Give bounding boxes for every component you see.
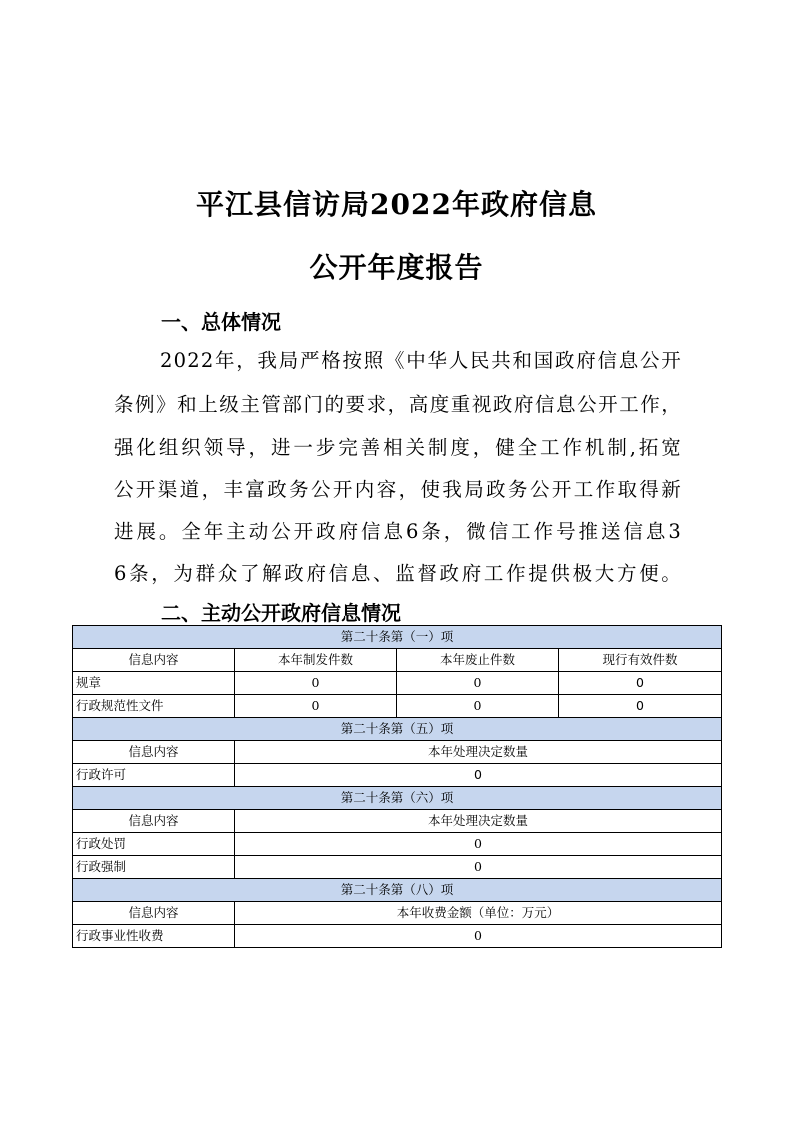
header-cell: 信息内容 [73,902,235,925]
paragraph-line: 公开渠道，丰富政务公开内容，使我局政务公开工作取得新 [114,478,682,501]
table-section-row [73,879,722,902]
value-cell: 0 [235,672,397,695]
paragraph-line: 6条，为群众了解政府信息、监督政府工作提供极大方便。 [114,562,682,585]
section-title-cell: 第二十条第（一）项 [73,626,722,649]
value-cell: 0 [235,764,722,787]
table-section-row [73,787,722,810]
report-title-line-1: 平江县信访局2022年政府信息 [196,188,597,221]
section-title-cell: 第二十条第（八）项 [73,879,722,902]
header-cell: 信息内容 [73,649,235,672]
table-row [73,695,722,718]
header-cell: 本年废止件数 [397,649,559,672]
value-cell: 0 [397,695,559,718]
table-header-row [73,902,722,925]
table-row [73,764,722,787]
header-cell: 本年收费金额（单位：万元） [235,902,722,925]
table-header-row [73,649,722,672]
section-2-heading: 二、主动公开政府信息情况 [161,601,401,625]
value-cell: 0 [235,695,397,718]
table-row [73,925,722,948]
paragraph-line: 强化组织领导，进一步完善相关制度，健全工作机制,拓宽 [114,436,682,459]
row-label-cell: 行政强制 [73,856,235,879]
paragraph-line: 进展。全年主动公开政府信息6条，微信工作号推送信息3 [114,520,682,543]
table-row [73,672,722,695]
row-label-cell: 行政规范性文件 [73,695,235,718]
header-cell: 现行有效件数 [559,649,722,672]
table-row [73,833,722,856]
value-cell: 0 [235,833,722,856]
value-cell: 0 [397,672,559,695]
table-row [73,856,722,879]
section-title-cell: 第二十条第（五）项 [73,718,722,741]
header-cell: 本年制发件数 [235,649,397,672]
table-header-row [73,810,722,833]
section-title-cell: 第二十条第（六）项 [73,787,722,810]
header-cell: 信息内容 [73,810,235,833]
paragraph-line: 2022年，我局严格按照《中华人民共和国政府信息公开 [160,349,682,372]
value-cell: 0 [559,672,722,695]
row-label-cell: 行政处罚 [73,833,235,856]
row-label-cell: 规章 [73,672,235,695]
section-1-heading: 一、总体情况 [161,310,281,334]
value-cell: 0 [559,695,722,718]
report-title-line-2: 公开年度报告 [309,251,484,284]
value-cell: 0 [235,856,722,879]
table-header-row [73,741,722,764]
table-section-row [73,718,722,741]
disclosure-table [72,625,722,948]
row-label-cell: 行政事业性收费 [73,925,235,948]
header-cell: 本年处理决定数量 [235,741,722,764]
paragraph-line: 条例》和上级主管部门的要求，高度重视政府信息公开工作， [114,393,682,416]
table-section-row [73,626,722,649]
row-label-cell: 行政许可 [73,764,235,787]
header-cell: 本年处理决定数量 [235,810,722,833]
value-cell: 0 [235,925,722,948]
header-cell: 信息内容 [73,741,235,764]
